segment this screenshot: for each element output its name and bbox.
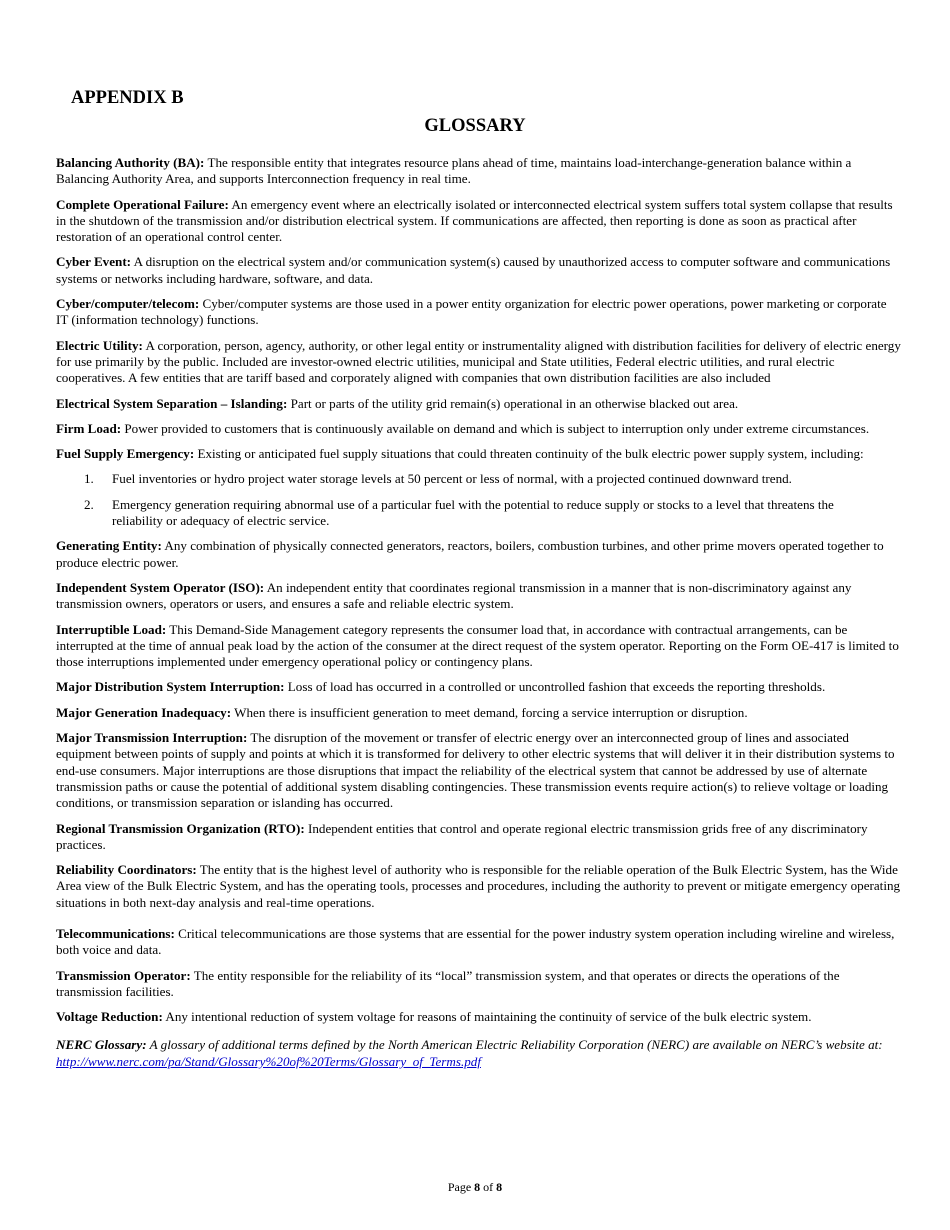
fuel-emergency-list [56, 471, 901, 529]
glossary-definition: Power provided to customers that is continuously available on demand and which is subject to interruption only under extreme circumstances. [121, 420, 870, 436]
glossary-entry [56, 926, 901, 959]
glossary-definition: Independent entities that control and operate regional electric transmission grids free of any discriminatory practices. [56, 820, 868, 852]
page-title: GLOSSARY [424, 116, 526, 136]
glossary-entry [56, 197, 901, 246]
glossary-term: Reliability Coordinators: [56, 862, 197, 878]
glossary-term: Electric Utility: [56, 337, 143, 353]
glossary-definition: A disruption on the electrical system and/or communication system(s) caused by unauthorized access to computer software and communications systems or networks including hardware, software, and data. [56, 254, 891, 286]
glossary-entry [56, 396, 901, 412]
of-label: of [483, 1180, 494, 1194]
glossary-definition: The responsible entity that integrates resource plans ahead of time, maintains load-interchange-generation balance within a Balancing Authority Area, and supports Interconnection frequency in real time. [56, 155, 852, 187]
glossary-term: Balancing Authority (BA): [56, 155, 205, 170]
glossary-entry [56, 338, 901, 387]
glossary-term: Voltage Reduction: [56, 1009, 163, 1025]
glossary-term: Fuel Supply Emergency: [56, 446, 195, 462]
glossary-definition: Part or parts of the utility grid remain(s) operational in an otherwise blacked out area. [287, 395, 739, 411]
glossary-term: Generating Entity: [56, 538, 162, 554]
glossary-entry [56, 1009, 901, 1025]
glossary-term: Electrical System Separation – Islanding: [56, 395, 288, 411]
glossary-definition: Critical telecommunications are those systems that are essential for the power industry system operation including wireline and wireless, both voice and data. [56, 925, 895, 958]
glossary-entry [56, 705, 901, 721]
glossary-entry [56, 421, 901, 437]
glossary-term: Regional Transmission Organization (RTO): [56, 820, 305, 836]
glossary-term: Major Distribution System Interruption: [56, 679, 285, 695]
glossary-definition: Existing or anticipated fuel supply situations that could threaten continuity of the bulk electric power supply system, including: [194, 446, 864, 462]
glossary-entry [56, 679, 901, 695]
glossary-definition: An independent entity that coordinates regional transmission in a manner that is non-discriminatory against any transmission owners, operators or users, and ensures a safe and reliable electric system. [56, 579, 852, 612]
glossary-definition: This Demand-Side Management category represents the consumer load that, in accordance with contractual arrangements, can be interrupted at the time of annual peak load by the action of the consumer at the direct request of the system operator. Reporting on the Form OE-417 is limited to those interruptions implemented under emergency operational policy or contingency plans. [56, 621, 899, 670]
glossary-definition: The entity that is the highest level of authority who is responsible for the reliable operation of the Bulk Electric System, has the Wide Area view of the Bulk Electric System, and has the operating tools, processes and procedures, including the authority to prevent or mitigate emergency operating situations in both next-day analysis and real-time operations. [56, 862, 901, 910]
glossary-entry [56, 254, 901, 287]
glossary-entry [56, 622, 901, 671]
glossary-definition: When there is insufficient generation to meet demand, forcing a service interruption or disruption. [231, 704, 748, 720]
nerc-glossary-note [56, 1037, 901, 1070]
glossary-term: Independent System Operator (ISO): [56, 579, 265, 595]
glossary-definition: A corporation, person, agency, authority, or other legal entity or instrumentality aligned with distribution facilities for delivery of electric energy for use primarily by the public. Included are investor-owned electric utilities, municipal and State utilities, Federal electric utilities, and rural electric cooperatives. A few entities that are tariff based and corporately aligned with companies that own distribution facilities are also included [56, 337, 901, 386]
glossary-term: Transmission Operator: [56, 967, 191, 983]
glossary-definition: Any combination of physically connected generators, reactors, boilers, combustion turbines, and other prime movers operated together to produce electric power. [56, 538, 884, 570]
glossary-definition: An emergency event where an electrically isolated or interconnected electrical system suffers total system collapse that results in the shutdown of the transmission and/or distribution electrical system. If communications are affected, then reporting is done as soon as practical after restoration of an operational control center. [56, 196, 893, 245]
glossary-term: Major Generation Inadequacy: [56, 704, 232, 720]
list-item [56, 497, 901, 530]
list-item-text: Emergency generation requiring abnormal use of a particular fuel with the potential to reduce supply or stocks to a level that threatens the reliability or adequacy of electric service. [112, 496, 834, 529]
glossary-entry [56, 538, 901, 571]
glossary-definition: The entity responsible for the reliability of its “local” transmission system, and that operates or directs the operations of the transmission facilities. [56, 967, 840, 999]
glossary-entry [56, 968, 901, 1001]
glossary-entry [56, 821, 901, 854]
glossary-term: Telecommunications: [56, 925, 175, 941]
glossary-term: Cyber/computer/telecom: [56, 296, 200, 312]
glossary-definition: The disruption of the movement or transfer of electric energy over an interconnected group of lines and associated equipment between points of supply and points at which it is transformed for delivery to other electric systems that will deliver it in their distribution systems to end-use consumers. Major interruptions are those disruptions that impact the reliability of the electrical system that cannot be addressed by use of alternate transmission paths or cause the potential of additional system disabling contingencies. These transmission events require action(s) to relieve voltage or loading conditions, or transmission separation or islanding has occurred. [56, 730, 895, 811]
page-footer [0, 1180, 950, 1195]
glossary-definition: Any intentional reduction of system voltage for reasons of maintaining the continuity of service of the bulk electric system. [162, 1009, 812, 1025]
nerc-glossary-link[interactable]: http://www.nerc.com/pa/Stand/Glossary%20of%20Terms/Glossary_of_Terms.pdf [56, 1053, 481, 1069]
glossary-entry [56, 730, 901, 811]
glossary-term: Firm Load: [56, 420, 122, 436]
list-number: 2. [84, 496, 94, 512]
glossary-definition: Loss of load has occurred in a controlled or uncontrolled fashion that exceeds the reporting thresholds. [284, 679, 826, 695]
glossary-entry [56, 296, 901, 329]
list-item-text: Fuel inventories or hydro project water storage levels at 50 percent or less of normal, with a projected continued downward trend. [112, 471, 792, 487]
glossary-term: Interruptible Load: [56, 621, 167, 637]
nerc-term: NERC Glossary: [56, 1037, 147, 1053]
glossary-term: Major Transmission Interruption: [56, 730, 248, 746]
list-item [56, 471, 901, 487]
list-number: 1. [84, 471, 94, 487]
glossary-entry [56, 446, 901, 462]
nerc-text: A glossary of additional terms defined by the North American Electric Reliability Corporation (NERC) are available on NERC’s website at: [146, 1037, 883, 1053]
page-total: 8 [496, 1180, 503, 1194]
glossary-body [56, 155, 901, 1079]
glossary-term: Complete Operational Failure: [56, 196, 229, 212]
glossary-entry [56, 580, 901, 613]
glossary-term: Cyber Event: [56, 254, 132, 270]
appendix-heading: APPENDIX B [71, 88, 184, 108]
glossary-definition: Cyber/computer systems are those used in a power entity organization for electric power operations, power marketing or corporate IT (information technology) functions. [56, 296, 887, 328]
page-label: Page [447, 1180, 472, 1194]
glossary-entry [56, 155, 901, 188]
page-current: 8 [474, 1180, 481, 1194]
glossary-entry [56, 862, 901, 911]
